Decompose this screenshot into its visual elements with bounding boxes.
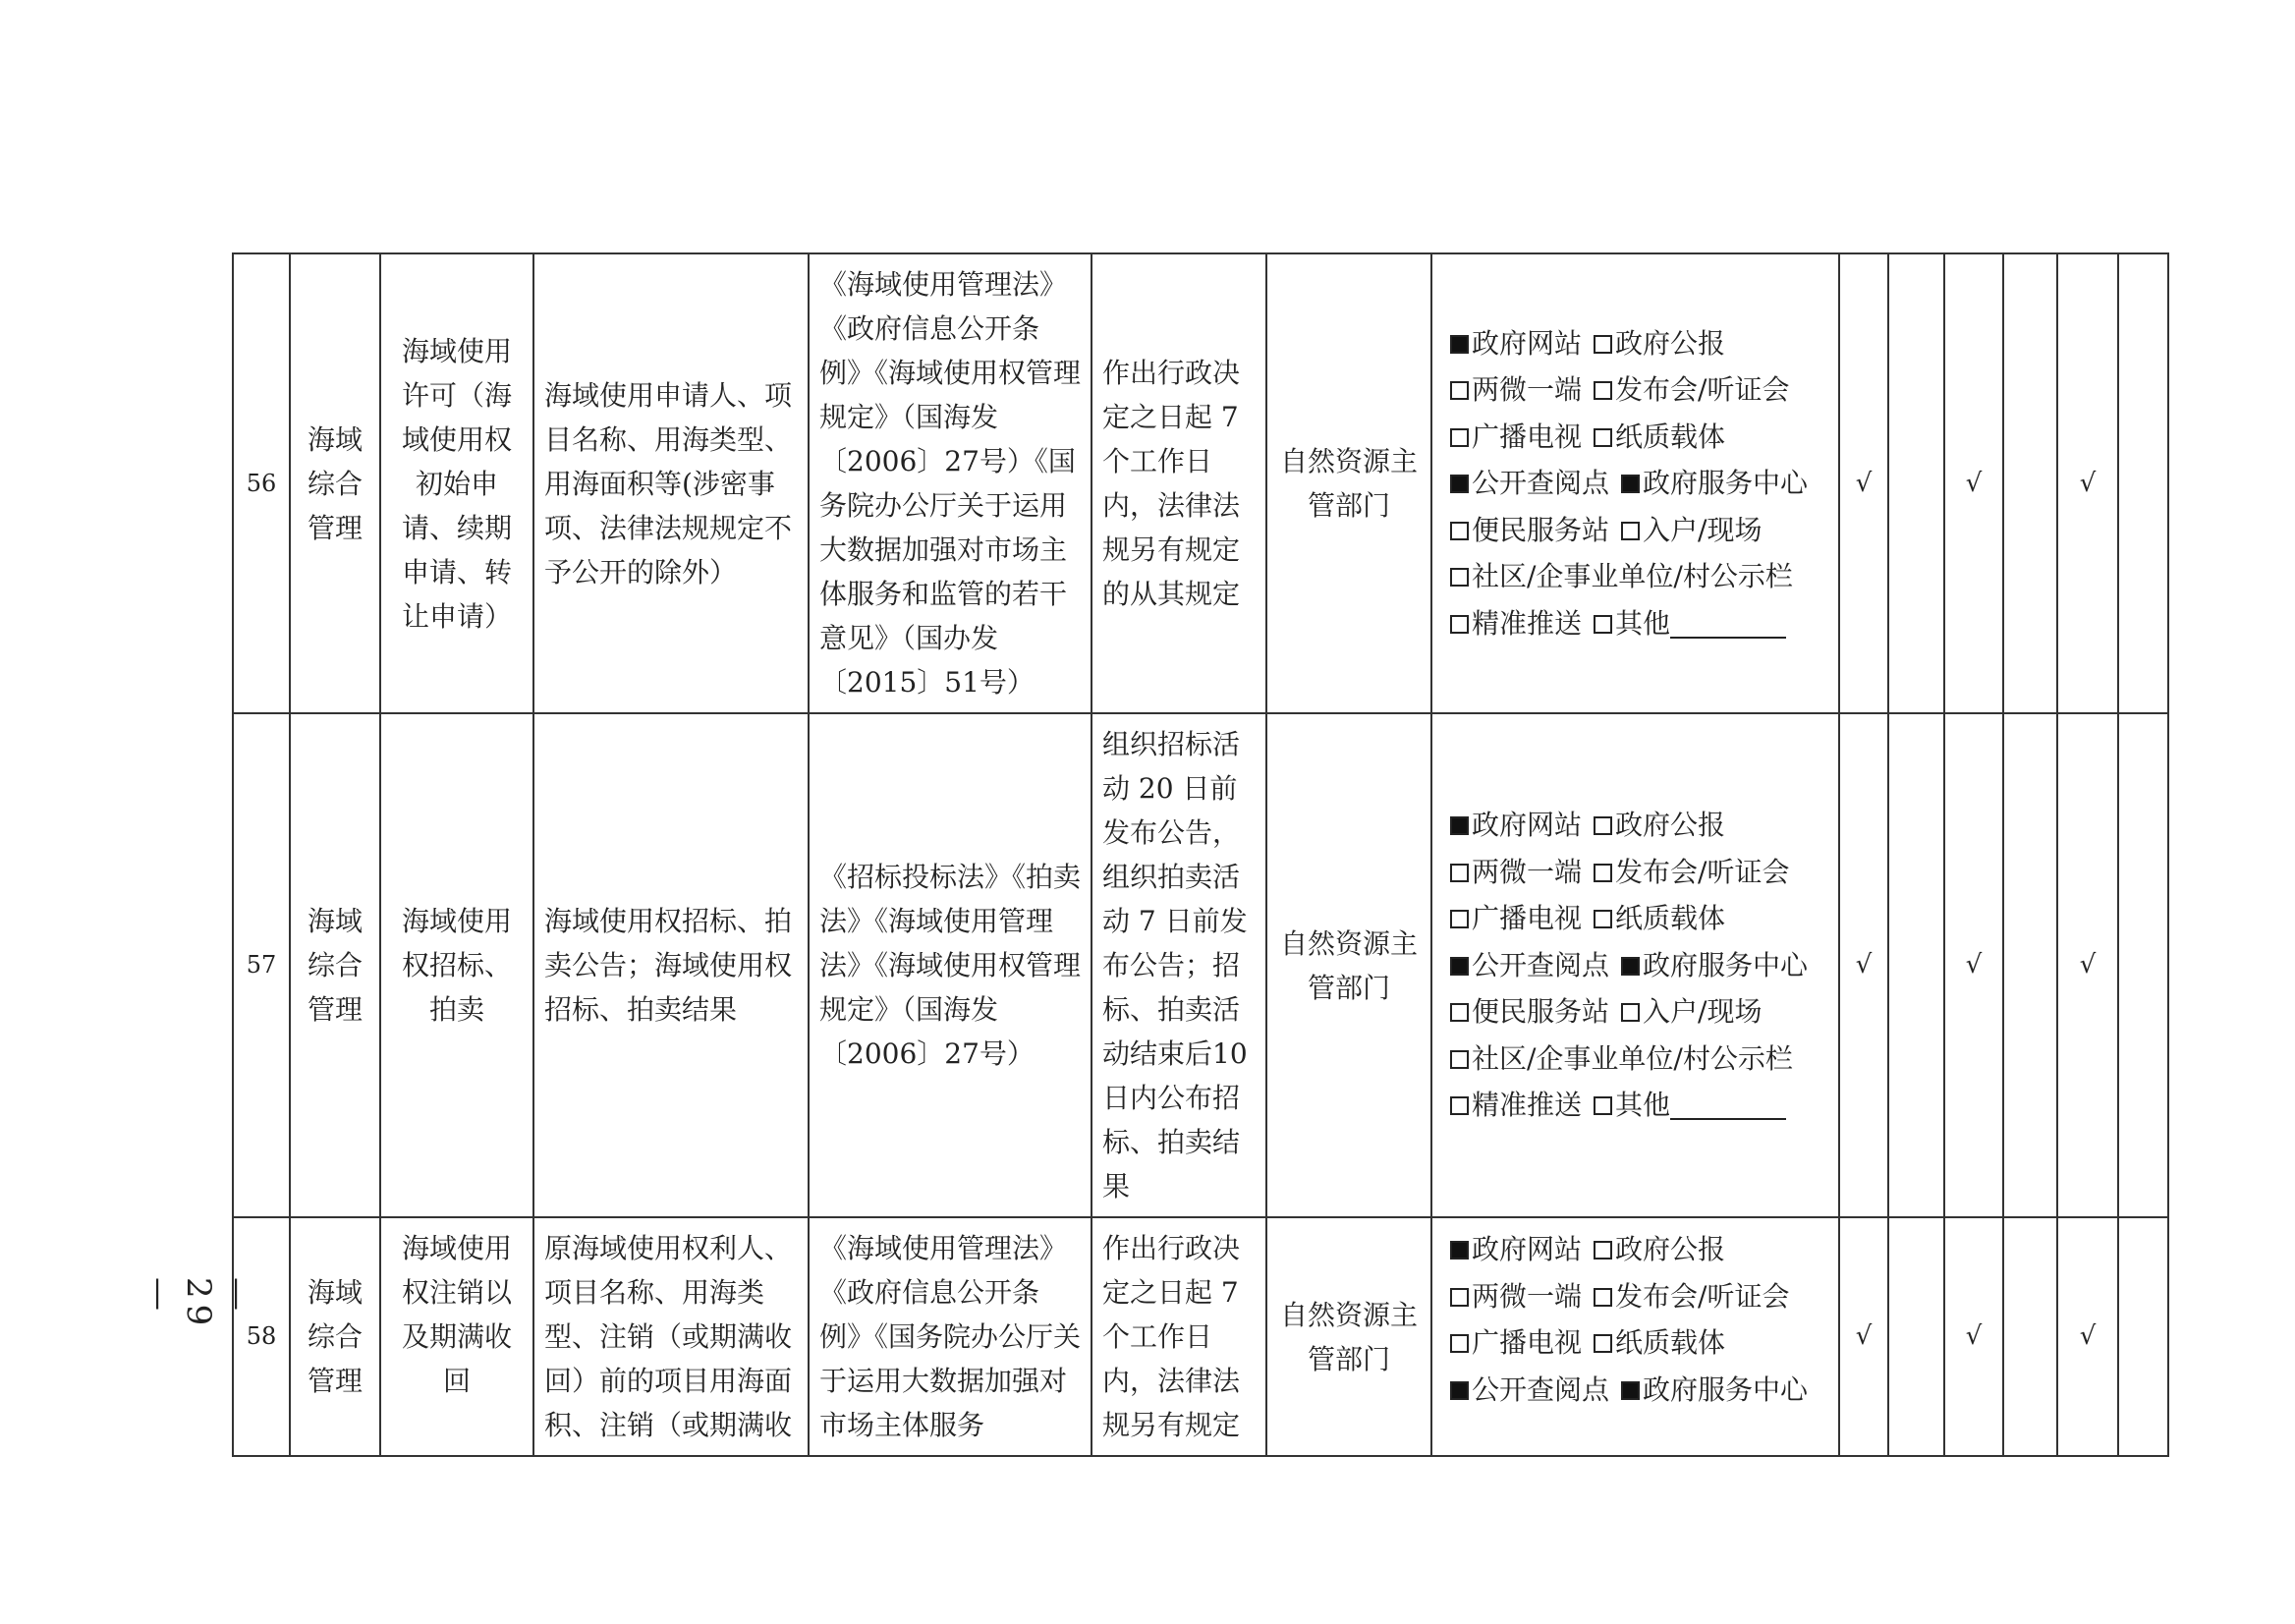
channel-line xyxy=(1450,1319,1828,1367)
mark-cell xyxy=(2118,253,2168,713)
channel-line xyxy=(1450,802,1828,849)
unchecked-box-icon xyxy=(1450,1003,1469,1022)
unchecked-box-icon xyxy=(1450,522,1469,540)
channel-option xyxy=(1594,327,1725,360)
checked-box-icon xyxy=(1450,475,1469,493)
channel-label: 公开查阅点 xyxy=(1472,467,1610,500)
unchecked-box-icon xyxy=(1450,1334,1469,1353)
disclosure-table xyxy=(232,252,2169,1457)
channel-line xyxy=(1450,1082,1828,1129)
mark-cell xyxy=(1888,713,1944,1217)
row-number: 58 xyxy=(233,1217,290,1456)
unchecked-box-icon xyxy=(1594,864,1612,882)
channel-label: 精准推送 xyxy=(1472,1089,1583,1122)
unchecked-box-icon xyxy=(1450,864,1469,882)
subject-cell: 自然资源主管部门 xyxy=(1266,253,1431,713)
unchecked-box-icon xyxy=(1594,381,1612,400)
channel-line xyxy=(1450,988,1828,1036)
checked-box-icon xyxy=(1450,335,1469,354)
unchecked-box-icon xyxy=(1594,1241,1612,1260)
channel-option xyxy=(1450,373,1582,406)
table-row xyxy=(233,713,2168,1217)
content-cell: 海域使用权招标、拍卖公告；海域使用权招标、拍卖结果 xyxy=(533,713,809,1217)
channel-option xyxy=(1621,995,1762,1028)
mark-cell xyxy=(2118,713,2168,1217)
other-blank-line xyxy=(1670,609,1786,639)
channel-option xyxy=(1450,949,1609,981)
channel-option xyxy=(1450,327,1582,360)
channel-option xyxy=(1450,902,1582,934)
unchecked-box-icon xyxy=(1594,615,1612,634)
channel-label: 入户/现场 xyxy=(1643,995,1763,1029)
mark-cell xyxy=(2118,1217,2168,1456)
unchecked-box-icon xyxy=(1621,1003,1640,1022)
checked-box-icon xyxy=(1450,816,1469,835)
unchecked-box-icon xyxy=(1450,428,1469,447)
channel-line xyxy=(1450,1226,1828,1273)
content-cell: 原海域使用权利人、项目名称、用海类型、注销（或期满收回）前的项目用海面积、注销（或期满收 xyxy=(533,1217,809,1456)
row-number: 57 xyxy=(233,713,290,1217)
channel-label: 政府公报 xyxy=(1615,809,1726,842)
unchecked-box-icon xyxy=(1621,522,1640,540)
channel-option xyxy=(1594,1280,1789,1313)
channel-option xyxy=(1594,809,1725,841)
channel-line xyxy=(1450,849,1828,896)
basis-cell: 《招标投标法》《拍卖法》《海域使用管理法》《海域使用权管理规定》（国海发〔2006〕27号） xyxy=(809,713,1092,1217)
channel-label: 纸质载体 xyxy=(1615,420,1726,453)
channel-line xyxy=(1450,507,1828,554)
channel-label: 政府公报 xyxy=(1615,1233,1726,1265)
unchecked-box-icon xyxy=(1594,1096,1612,1115)
channel-label: 便民服务站 xyxy=(1472,995,1610,1029)
channels-cell xyxy=(1431,253,1839,713)
unchecked-box-icon xyxy=(1594,1334,1612,1353)
channel-label: 社区/企事业单位/村公示栏 xyxy=(1472,560,1793,593)
channel-label: 其他 xyxy=(1615,606,1671,640)
channel-option xyxy=(1450,856,1582,888)
channel-label: 政府服务中心 xyxy=(1643,1372,1809,1406)
channel-line xyxy=(1450,1036,1828,1083)
channel-option xyxy=(1621,1373,1808,1406)
checked-box-icon xyxy=(1450,1241,1469,1260)
channel-option xyxy=(1594,856,1789,888)
channels-cell xyxy=(1431,713,1839,1217)
channel-label: 两微一端 xyxy=(1472,1279,1583,1313)
channel-line xyxy=(1450,414,1828,461)
channel-label: 两微一端 xyxy=(1472,855,1583,888)
deadline-cell: 作出行政决定之日起 7 个工作日内，法律法规另有规定的从其规定 xyxy=(1092,253,1266,713)
mark-cell: √ xyxy=(2057,1217,2118,1456)
channel-label: 其他 xyxy=(1615,1089,1671,1122)
mark-cell: √ xyxy=(1944,713,2003,1217)
mark-cell: √ xyxy=(1839,1217,1888,1456)
item-cell: 海域使用许可（海域使用权初始申请、续期申请、转让申请） xyxy=(380,253,533,713)
channel-line xyxy=(1450,895,1828,942)
publication-channels xyxy=(1442,1226,1828,1413)
channel-option xyxy=(1621,949,1808,981)
channel-label: 政府公报 xyxy=(1615,326,1726,360)
unchecked-box-icon xyxy=(1450,1050,1469,1069)
channel-label: 政府服务中心 xyxy=(1643,948,1809,981)
deadline-cell: 组织招标活动 20 日前发布公告，组织拍卖活动 7 日前发布公告；招标、拍卖活动结束后10日内公布招标、拍卖结果 xyxy=(1092,713,1266,1217)
checked-box-icon xyxy=(1450,957,1469,976)
subject-cell: 自然资源主管部门 xyxy=(1266,1217,1431,1456)
mark-cell: √ xyxy=(1839,253,1888,713)
category-cell: 海域综合管理 xyxy=(290,253,380,713)
subject-cell: 自然资源主管部门 xyxy=(1266,713,1431,1217)
mark-cell: √ xyxy=(1944,253,2003,713)
basis-cell: 《海域使用管理法》《政府信息公开条例》《海域使用权管理规定》（国海发〔2006〕27号）《国务院办公厅关于运用大数据加强对市场主体服务和监管的若干意见》（国办发〔2015〕51号） xyxy=(809,253,1092,713)
checked-box-icon xyxy=(1450,1381,1469,1400)
basis-cell: 《海域使用管理法》《政府信息公开条例》《国务院办公厅关于运用大数据加强对市场主体服务 xyxy=(809,1217,1092,1456)
channel-label: 公开查阅点 xyxy=(1472,948,1610,981)
unchecked-box-icon xyxy=(1450,1288,1469,1307)
channel-option xyxy=(1594,902,1725,934)
channel-option xyxy=(1594,1233,1725,1265)
mark-cell: √ xyxy=(1944,1217,2003,1456)
channel-option xyxy=(1450,1233,1582,1265)
page-number: — 29 — xyxy=(140,1277,257,1332)
unchecked-box-icon xyxy=(1450,615,1469,634)
unchecked-box-icon xyxy=(1594,910,1612,928)
channel-label: 精准推送 xyxy=(1472,606,1583,640)
checked-box-icon xyxy=(1621,1381,1640,1400)
channel-label: 广播电视 xyxy=(1472,1326,1583,1359)
channel-option xyxy=(1621,514,1762,546)
deadline-cell: 作出行政决定之日起 7 个工作日内，法律法规另有规定 xyxy=(1092,1217,1266,1456)
channel-line xyxy=(1450,320,1828,367)
channel-option xyxy=(1450,1280,1582,1313)
unchecked-box-icon xyxy=(1594,428,1612,447)
channel-option xyxy=(1450,1089,1582,1121)
item-cell: 海域使用权注销以及期满收回 xyxy=(380,1217,533,1456)
row-number: 56 xyxy=(233,253,290,713)
channel-line xyxy=(1450,366,1828,414)
mark-cell xyxy=(2003,713,2057,1217)
channel-label: 两微一端 xyxy=(1472,373,1583,407)
channel-option xyxy=(1450,420,1582,453)
channel-label: 政府服务中心 xyxy=(1643,467,1809,500)
publication-channels xyxy=(1442,320,1828,647)
channel-option xyxy=(1450,1373,1609,1406)
channel-option xyxy=(1450,809,1582,841)
channel-option xyxy=(1450,995,1609,1028)
mark-cell: √ xyxy=(2057,713,2118,1217)
channel-option xyxy=(1450,467,1609,499)
channel-option xyxy=(1594,1326,1725,1359)
mark-cell xyxy=(2003,253,2057,713)
channel-option xyxy=(1594,1089,1786,1121)
channel-label: 纸质载体 xyxy=(1615,902,1726,935)
channel-label: 社区/企事业单位/村公示栏 xyxy=(1472,1041,1793,1075)
channel-option xyxy=(1594,607,1786,640)
unchecked-box-icon xyxy=(1450,910,1469,928)
content-cell: 海域使用申请人、项目名称、用海类型、用海面积等(涉密事项、法律法规规定不予公开的除外） xyxy=(533,253,809,713)
unchecked-box-icon xyxy=(1450,1096,1469,1115)
unchecked-box-icon xyxy=(1594,1288,1612,1307)
channel-line xyxy=(1450,1273,1828,1320)
mark-cell xyxy=(1888,1217,1944,1456)
channel-label: 纸质载体 xyxy=(1615,1326,1726,1359)
table-row xyxy=(233,253,2168,713)
channel-option xyxy=(1594,420,1725,453)
channel-option xyxy=(1450,514,1609,546)
unchecked-box-icon xyxy=(1594,816,1612,835)
channel-option xyxy=(1450,1326,1582,1359)
mark-cell: √ xyxy=(1839,713,1888,1217)
channels-cell xyxy=(1431,1217,1839,1456)
checked-box-icon xyxy=(1621,957,1640,976)
channel-label: 入户/现场 xyxy=(1643,513,1763,546)
category-cell: 海域综合管理 xyxy=(290,713,380,1217)
channel-label: 公开查阅点 xyxy=(1472,1372,1610,1406)
channel-option xyxy=(1621,467,1808,499)
channel-label: 政府网站 xyxy=(1472,809,1583,842)
mark-cell xyxy=(1888,253,1944,713)
mark-cell: √ xyxy=(2057,253,2118,713)
channel-line xyxy=(1450,600,1828,647)
table-row xyxy=(233,1217,2168,1456)
channel-label: 发布会/听证会 xyxy=(1615,1279,1790,1313)
channel-label: 广播电视 xyxy=(1472,902,1583,935)
channel-line xyxy=(1450,942,1828,989)
unchecked-box-icon xyxy=(1594,335,1612,354)
item-cell: 海域使用权招标、拍卖 xyxy=(380,713,533,1217)
other-blank-line xyxy=(1670,1091,1786,1120)
checked-box-icon xyxy=(1621,475,1640,493)
channel-label: 政府网站 xyxy=(1472,326,1583,360)
channel-option xyxy=(1450,560,1793,592)
channel-option xyxy=(1594,373,1789,406)
channel-line xyxy=(1450,553,1828,600)
channel-option xyxy=(1450,607,1582,640)
channel-label: 便民服务站 xyxy=(1472,513,1610,546)
channel-option xyxy=(1450,1042,1793,1075)
channel-label: 发布会/听证会 xyxy=(1615,855,1790,888)
publication-channels xyxy=(1442,802,1828,1129)
channel-label: 发布会/听证会 xyxy=(1615,373,1790,407)
unchecked-box-icon xyxy=(1450,568,1469,587)
mark-cell xyxy=(2003,1217,2057,1456)
channel-line xyxy=(1450,1367,1828,1414)
unchecked-box-icon xyxy=(1450,381,1469,400)
channel-label: 广播电视 xyxy=(1472,420,1583,453)
channel-line xyxy=(1450,460,1828,507)
category-cell: 海域综合管理 xyxy=(290,1217,380,1456)
channel-label: 政府网站 xyxy=(1472,1233,1583,1265)
